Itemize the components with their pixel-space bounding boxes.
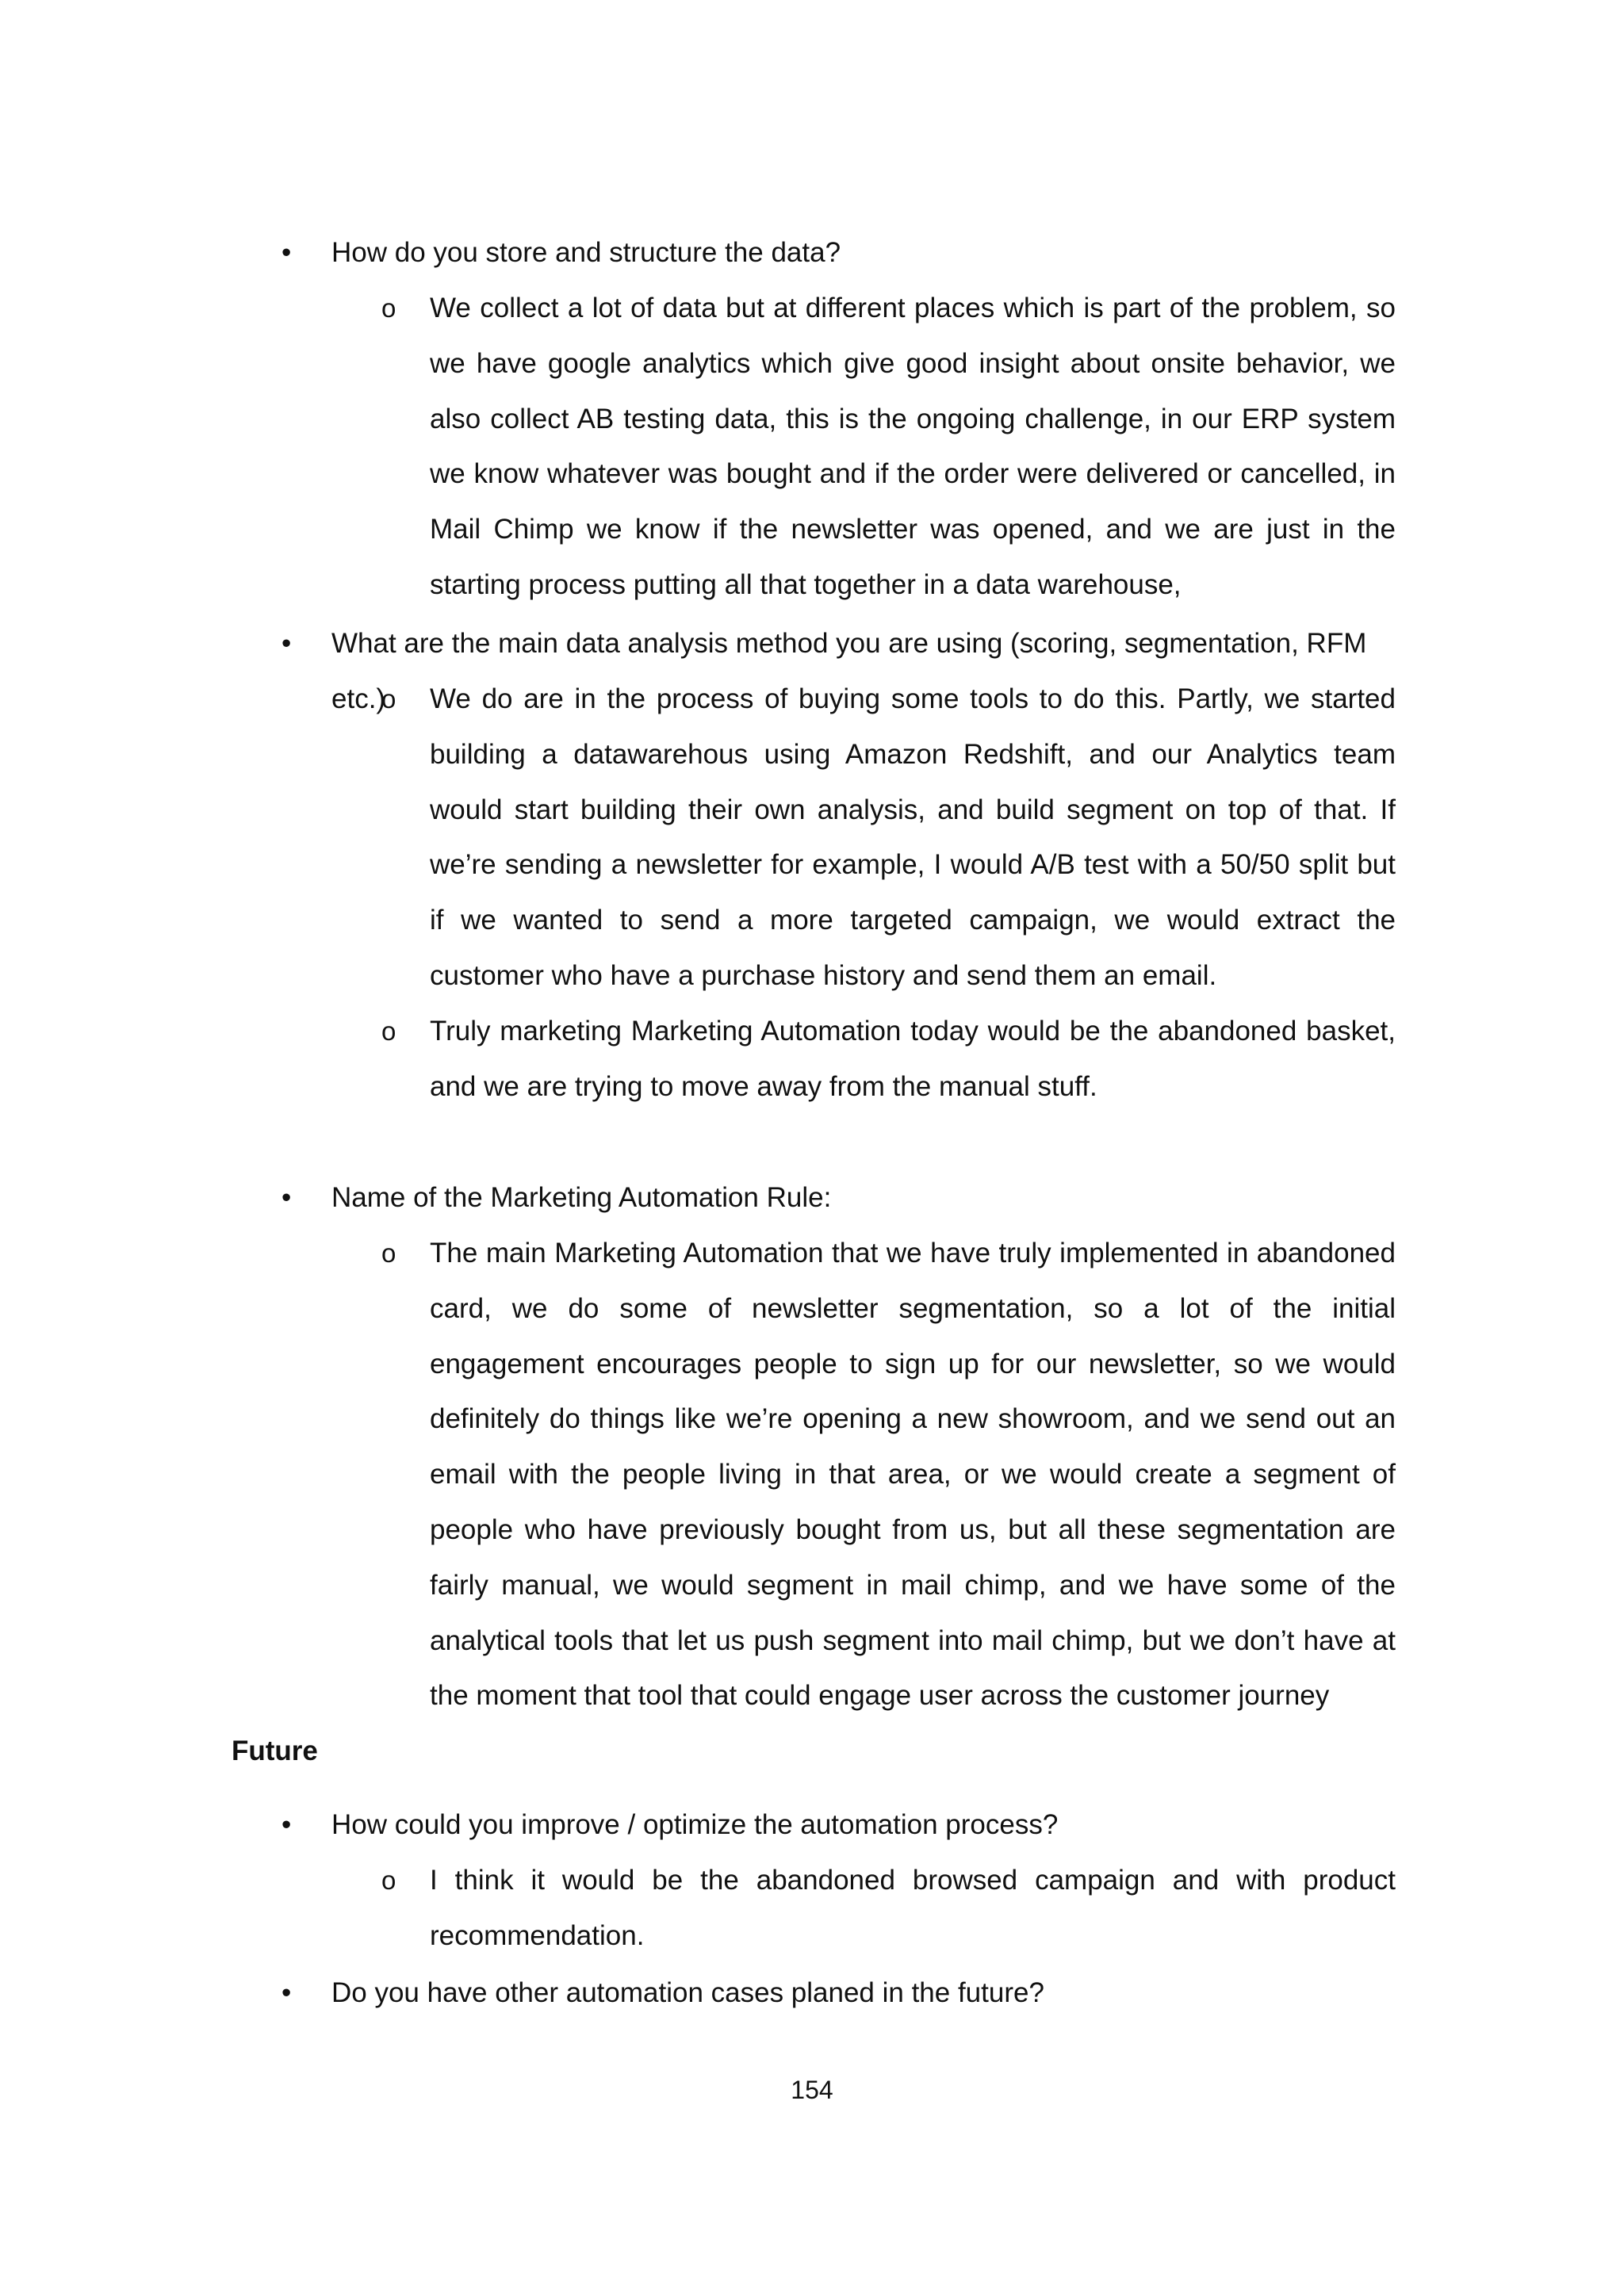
- answer-automation-rule: The main Marketing Automation that we have truly implemented in abandoned card, we do some of newsletter segmentation, so a lot of the initial engagement encourages people to sign up for our newsletter, so we would definitely do things like we’re opening a new showroom, and we send out an email with the people living in that area, or we would create a segment of people who have previously bought from us, but all these segmentation are fairly manual, we would segment in mail chimp, and we have some of the analytical tools that let us push segment into mail chimp, but we don’t have at the moment that tool that could engage user across the customer journey: [430, 1238, 1396, 1712]
- bullet-icon: •: [282, 1809, 292, 1840]
- question-future-cases: Do you have other automation cases planed in the future?: [331, 1977, 1044, 2008]
- sub-bullet-icon: o: [381, 684, 396, 714]
- sub-bullet-icon: o: [381, 1238, 396, 1268]
- bullet-icon: •: [282, 237, 292, 268]
- question-improve-process: How could you improve / optimize the automation process?: [331, 1809, 1059, 1840]
- question-store-data: How do you store and structure the data?: [331, 237, 841, 268]
- sub-bullet-icon: o: [381, 1866, 396, 1895]
- bullet-icon: •: [282, 1977, 292, 2008]
- sub-bullet-icon: o: [381, 1016, 396, 1046]
- bullet-icon: •: [282, 628, 292, 659]
- answer-improve-process: I think it would be the abandoned browsed campaign and with product recommendation.: [430, 1865, 1396, 1951]
- answer-analysis-method: We do are in the process of buying some tools to do this. Partly, we started building a datawarehous using Amazon Redshift, and our Analytics team would start building their own analysis, and build segment on top of that. If we’re sending a newsletter for example, I would A/B test with a 50/50 split but if we wanted to send a more targeted campaign, we would extract the customer who have a purchase history and send them an email.: [430, 683, 1396, 991]
- question-analysis-method: What are the main data analysis method you are using (scoring, segmentation, RFM etc.): [331, 628, 1367, 714]
- bullet-icon: •: [282, 1182, 292, 1213]
- sub-bullet-icon: o: [381, 293, 396, 323]
- page-number: 154: [791, 2076, 833, 2104]
- answer-abandoned-basket: Truly marketing Marketing Automation today would be the abandoned basket, and we are trying to move away from the manual stuff.: [430, 1016, 1396, 1102]
- question-automation-rule: Name of the Marketing Automation Rule:: [331, 1182, 832, 1213]
- section-heading-future: Future: [232, 1735, 318, 1766]
- answer-store-data: We collect a lot of data but at different places which is part of the problem, so we have google analytics which give good insight about onsite behavior, we also collect AB testing data, this is the ongoing challenge, in our ERP system we know whatever was bought and if the order were delivered or cancelled, in Mail Chimp we know if the newsletter was opened, and we are just in the starting process putting all that together in a data warehouse,: [430, 293, 1396, 600]
